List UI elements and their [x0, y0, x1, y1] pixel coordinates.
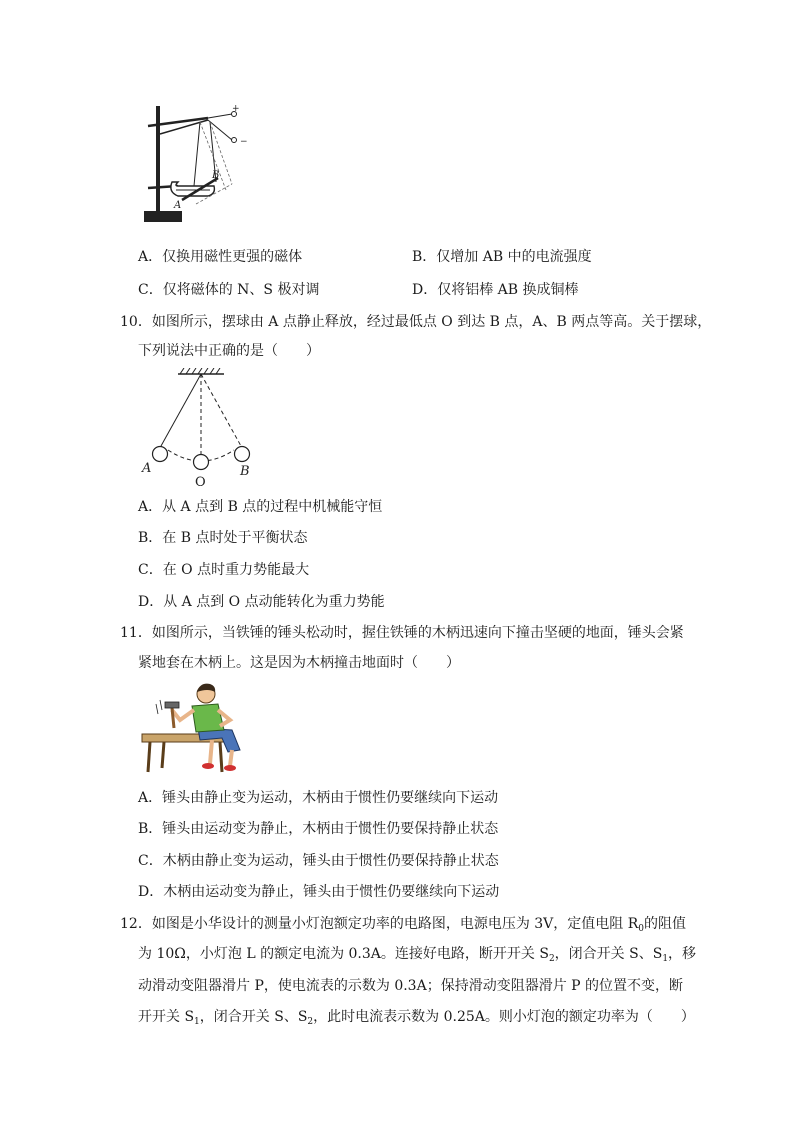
q12-subscript: 1	[662, 954, 669, 964]
ball-b	[235, 447, 250, 462]
q12-text: 为 10Ω，小灯泡 L 的额定电流为 0.3A。连接好电路，断开开关 S	[138, 946, 549, 962]
point-a-label: A	[174, 200, 182, 211]
q12-stem-line4	[138, 1008, 695, 1031]
q12-stem-line3: 动滑动变阻器滑片 P，使电流表的示数为 0.3A；保持滑动变阻器滑片 P 的位置不变，断	[138, 978, 684, 994]
q9-option-c: C．仅将磁体的 N、S 极对调	[138, 282, 320, 298]
q12-text: ，此时电流表示数为 0.25A。则小灯泡的额定功率为（ ）	[313, 1009, 695, 1025]
q12-subscript: 2	[548, 954, 555, 964]
q12-text: 12．如图是小华设计的测量小灯泡额定功率的电路图，电源电压为 3V，定值电阻 R	[120, 916, 639, 932]
point-b-label: B	[212, 170, 220, 181]
q10-option-c: C．在 O 点时重力势能最大	[138, 562, 310, 578]
plus-terminal-label: +	[232, 104, 240, 114]
q10-stem-line1: 10．如图所示，摆球由 A 点静止释放，经过最低点 O 到达 B 点，A、B 两点等高。关于摆球，	[120, 314, 712, 330]
person-shirt	[192, 704, 224, 732]
q10-pendulum-figure	[138, 368, 268, 490]
point-o-label: O	[195, 475, 206, 490]
ball-o	[194, 455, 209, 470]
q11-option-d: D．木柄由运动变为静止，锤头由于惯性仍要继续向下运动	[138, 884, 500, 900]
q12-text: 开开关 S	[138, 1009, 195, 1025]
q9-option-d: D．仅将铝棒 AB 换成铜棒	[412, 282, 579, 298]
q11-hammer-figure	[140, 680, 254, 776]
q10-option-a: A．从 A 点到 B 点的过程中机械能守恒	[138, 499, 383, 515]
q12-text: ，移	[668, 946, 697, 962]
q9-option-b: B．仅增加 AB 中的电流强度	[412, 249, 592, 265]
stand-pole	[156, 106, 160, 214]
q12-stem-line1	[120, 915, 686, 938]
q11-stem-line1: 11．如图所示，当铁锤的锤头松动时，握住铁锤的木柄迅速向下撞击坚硬的地面，锤头会紧	[120, 625, 684, 641]
stand-base	[144, 211, 182, 222]
point-b-label: B	[240, 464, 250, 479]
q9-option-a: A．仅换用磁性更强的磁体	[138, 249, 303, 265]
q10-option-d: D．从 A 点到 O 点动能转化为重力势能	[138, 594, 385, 610]
minus-terminal-label: −	[240, 137, 248, 147]
q12-text: ，闭合开关 S、S	[554, 946, 663, 962]
point-a-label: A	[142, 461, 152, 476]
q10-stem-line2: 下列说法中正确的是（ ）	[138, 343, 320, 359]
q12-subscript: 0	[638, 924, 645, 934]
q11-option-b: B．锤头由运动变为静止，木柄由于惯性仍要保持静止状态	[138, 821, 499, 837]
q12-text: ，闭合开关 S、S	[199, 1009, 308, 1025]
ball-a	[153, 447, 168, 462]
hammer-head	[165, 702, 179, 708]
q12-text: 的阻值	[644, 916, 687, 932]
q11-option-a: A．锤头由静止变为运动，木柄由于惯性仍要继续向下运动	[138, 790, 499, 806]
hammer-handle	[172, 708, 174, 728]
q10-option-b: B．在 B 点时处于平衡状态	[138, 530, 308, 546]
q9-apparatus-figure	[138, 102, 258, 230]
q11-stem-line2: 紧地套在木柄上。这是因为木柄撞击地面时（ ）	[138, 655, 460, 671]
q11-option-c: C．木柄由静止变为运动，锤头由于惯性仍要保持静止状态	[138, 853, 499, 869]
q12-subscript: 1	[194, 1017, 200, 1027]
q12-subscript: 2	[307, 1017, 314, 1027]
q12-stem-line2	[138, 945, 696, 968]
